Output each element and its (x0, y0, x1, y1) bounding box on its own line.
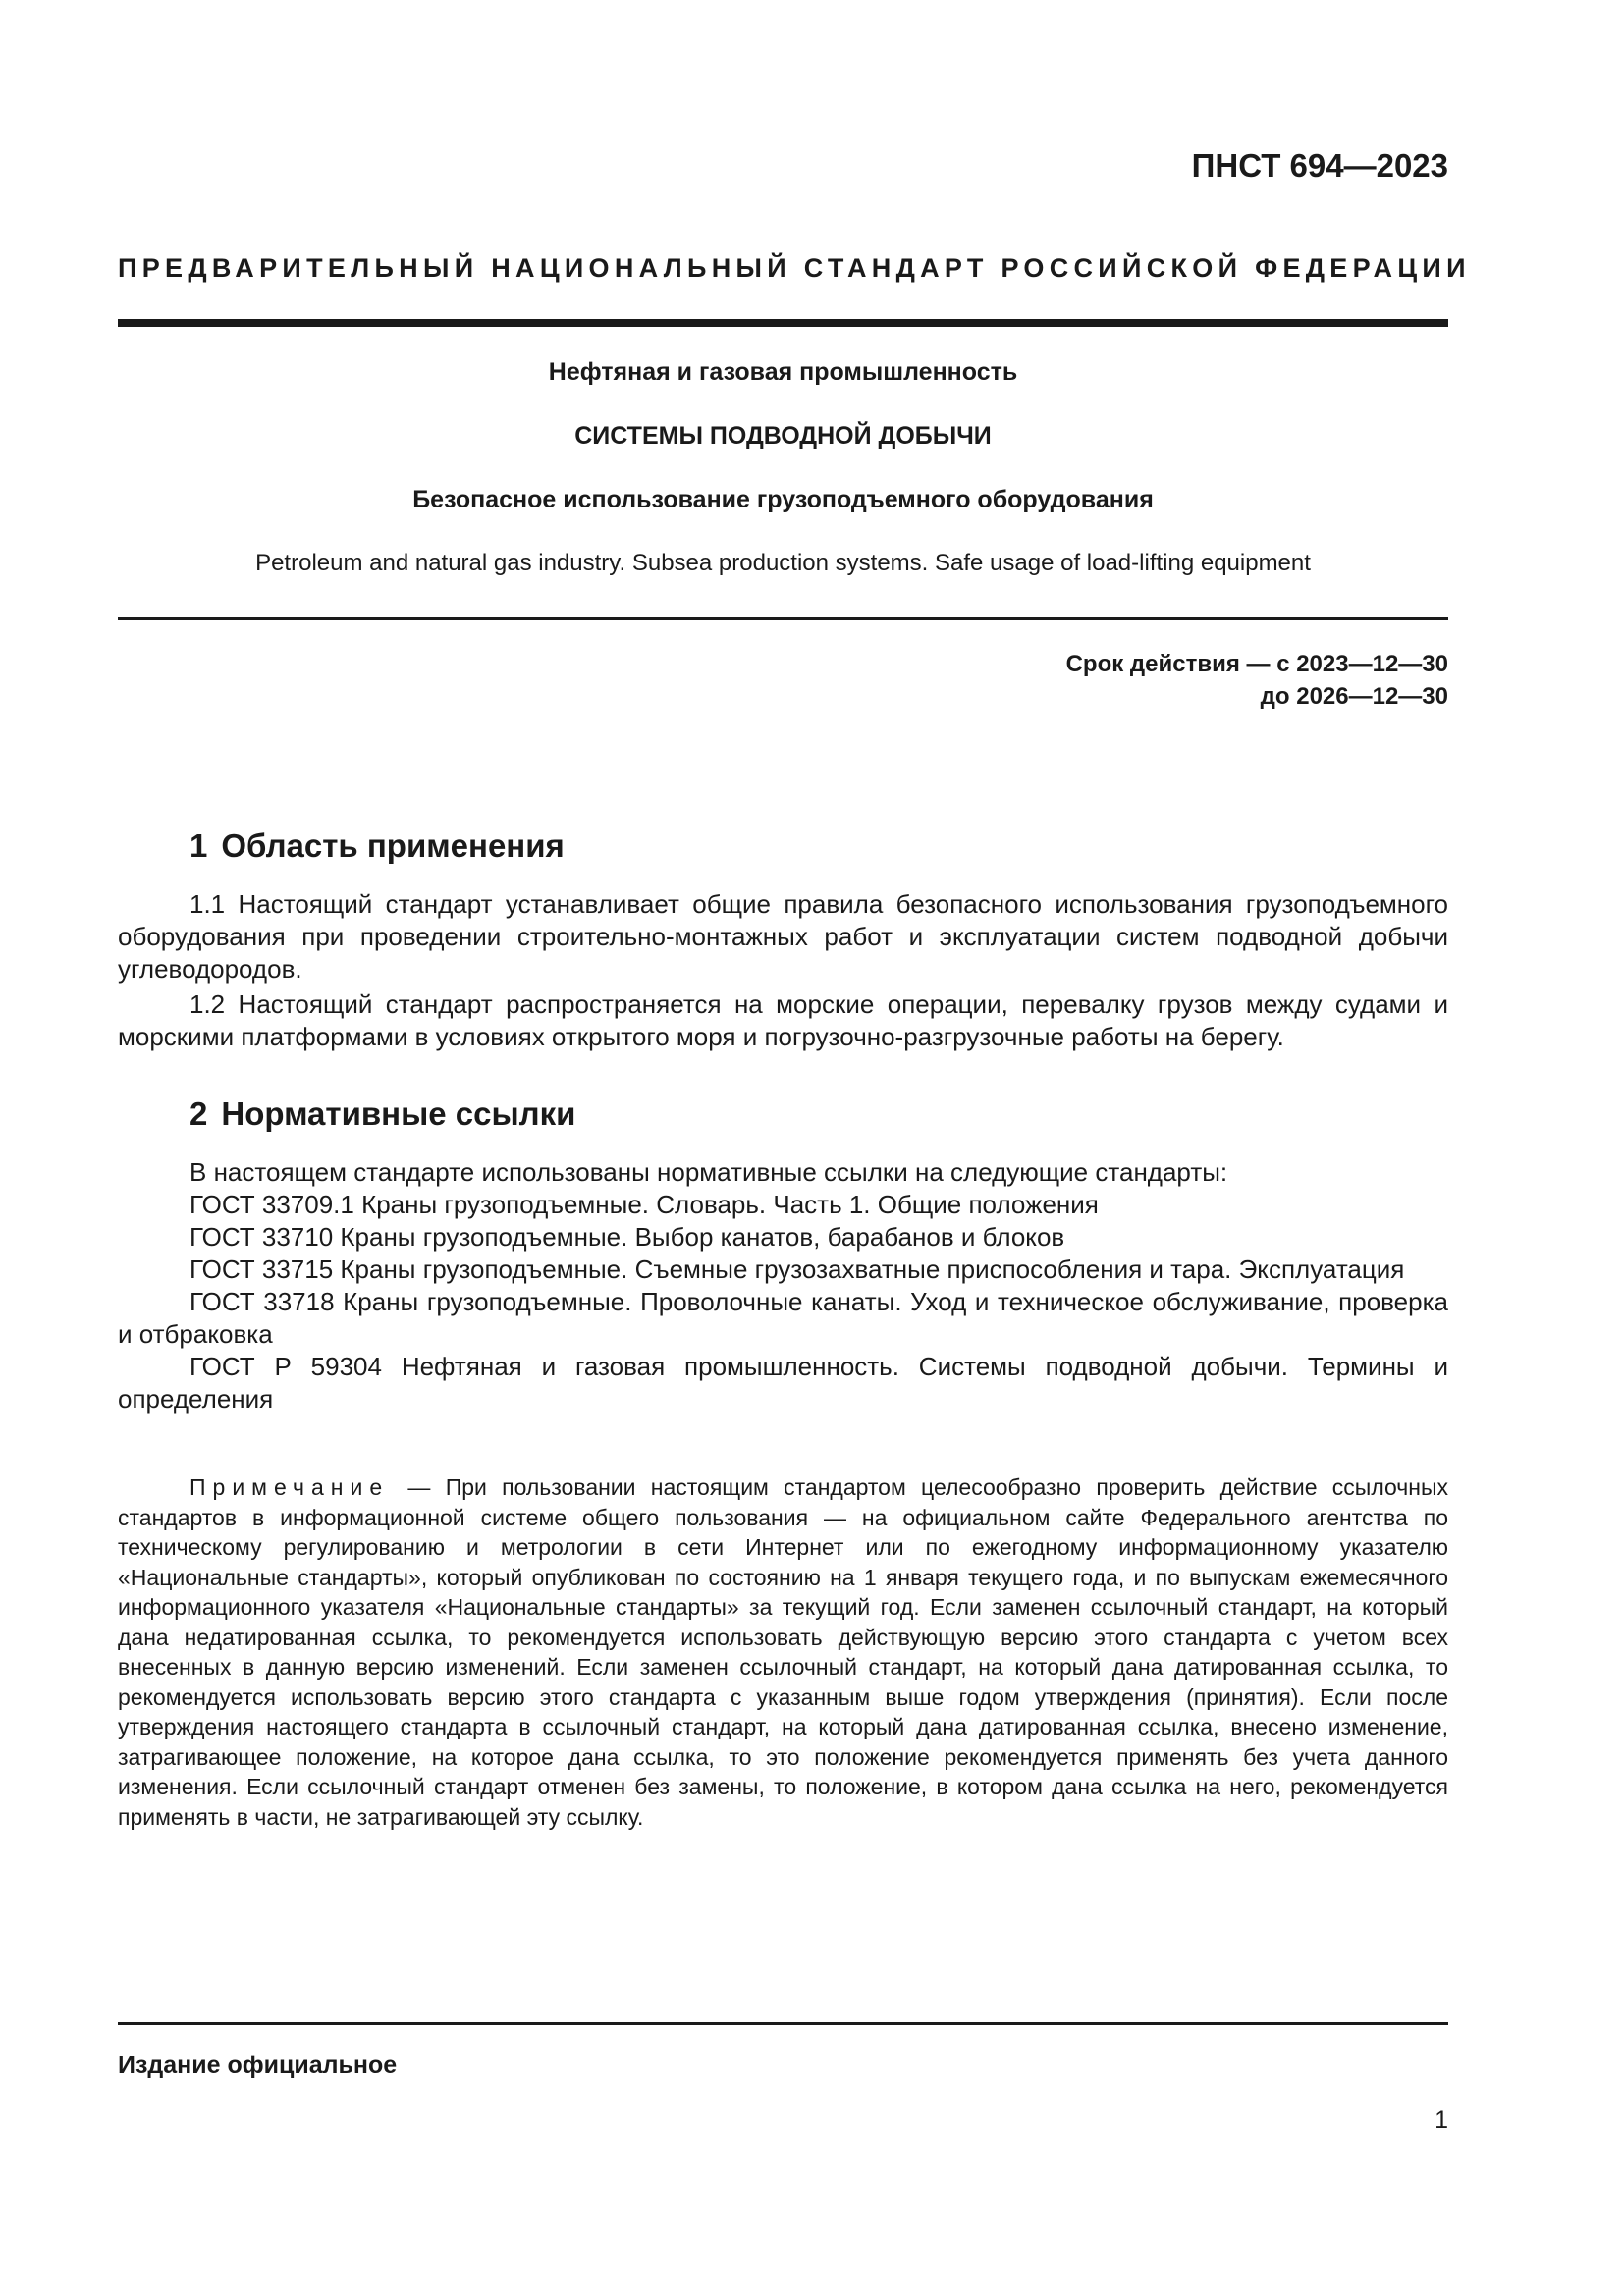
english-title: Petroleum and natural gas industry. Subsea production systems. Safe usage of load-lifting equipment (255, 550, 1311, 576)
validity-from: Срок действия — с 2023—12—30 (1065, 651, 1448, 677)
title-divider (118, 617, 1448, 620)
reference-item: ГОСТ 33715 Краны грузоподъемные. Съемные грузозахватные приспособления и тара. Эксплуатация (189, 1255, 1405, 1284)
reference-item: ГОСТ 33718 Краны грузоподъемные. Проволочные канаты. Уход и техническое обслуживание, проверка и отбраковка (118, 1287, 1448, 1349)
section-2-number: 2 (189, 1095, 208, 1132)
section-1-number: 1 (189, 828, 208, 864)
reference-item: ГОСТ 33709.1 Краны грузоподъемные. Словарь. Часть 1. Общие положения (189, 1190, 1099, 1219)
validity-to: до 2026—12—30 (1260, 683, 1448, 710)
section-1-title: Область применения (221, 828, 565, 864)
header-divider (118, 319, 1448, 327)
references-intro: В настоящем стандарте использованы нормативные ссылки на следующие стандарты: (189, 1157, 1228, 1187)
note-block (118, 1472, 1448, 1832)
paragraph-1-1: 1.1 Настоящий стандарт устанавливает общие правила безопасного использования грузоподъемного оборудования при проведении строительно-монтажных работ и эксплуатации систем подводной добычи углеводородов. (118, 889, 1448, 984)
note-text: — При пользовании настоящим стандартом целесообразно проверить действие ссылочных стандартов в информационной системе общего пользования — на официальном сайте Федерального агентства по техническому регулированию и метрологии в сети Интернет или по ежегодному информационному указателю «Национальные стандарты», который опубликован по состоянию на 1 января текущего года, и по выпускам ежемесячного информационного указателя «Национальные стандарты» за текущий год. Если заменен ссылочный стандарт, на который дана недатированная ссылка, то рекомендуется использовать действующую версию этого стандарта с учетом всех внесенных в данную версию изменений. Если заменен ссылочный стандарт, на который дана датированная ссылка, то рекомендуется использовать версию этого стандарта с указанным выше годом утверждения (принятия). Если после утверждения настоящего стандарта в ссылочный стандарт, на который дана датированная ссылка, внесено изменение, затрагивающее положение, на которое дана ссылка, то это положение рекомендуется применять без учета данного изменения. Если ссылочный стандарт отменен без замены, то положение, в котором дана ссылка на него, рекомендуется применять в части, не затрагивающей эту ссылку. (118, 1474, 1449, 1830)
page-number: 1 (1435, 2107, 1448, 2134)
industry-title: Нефтяная и газовая промышленность (548, 358, 1018, 386)
section-2-heading (189, 1095, 575, 1133)
document-code: ПНСТ 694—2023 (1191, 147, 1448, 184)
validity-period (1066, 648, 1448, 713)
footer-divider (118, 2022, 1448, 2025)
note-label: Примечание (189, 1474, 390, 1500)
main-title: СИСТЕМЫ ПОДВОДНОЙ ДОБЫЧИ (574, 422, 992, 450)
edition-label: Издание официальное (118, 2052, 398, 2079)
references-list (118, 1156, 1448, 1415)
section-2-title: Нормативные ссылки (221, 1095, 576, 1132)
paragraph-1-2: 1.2 Настоящий стандарт распространяется на морские операции, перевалку грузов между судами и морскими платформами в условиях открытого моря и погрузочно-разгрузочные работы на берегу. (118, 989, 1448, 1051)
reference-item: ГОСТ Р 59304 Нефтяная и газовая промышленность. Системы подводной добычи. Термины и определения (118, 1352, 1448, 1414)
subject-title: Безопасное использование грузоподъемного оборудования (412, 486, 1154, 513)
reference-item: ГОСТ 33710 Краны грузоподъемные. Выбор канатов, барабанов и блоков (189, 1222, 1065, 1252)
standard-type-heading: ПРЕДВАРИТЕЛЬНЫЙ НАЦИОНАЛЬНЫЙ СТАНДАРТ РОССИЙСКОЙ ФЕДЕРАЦИИ (118, 253, 1471, 283)
document-page (118, 0, 1471, 2296)
section-1-heading (189, 828, 565, 865)
